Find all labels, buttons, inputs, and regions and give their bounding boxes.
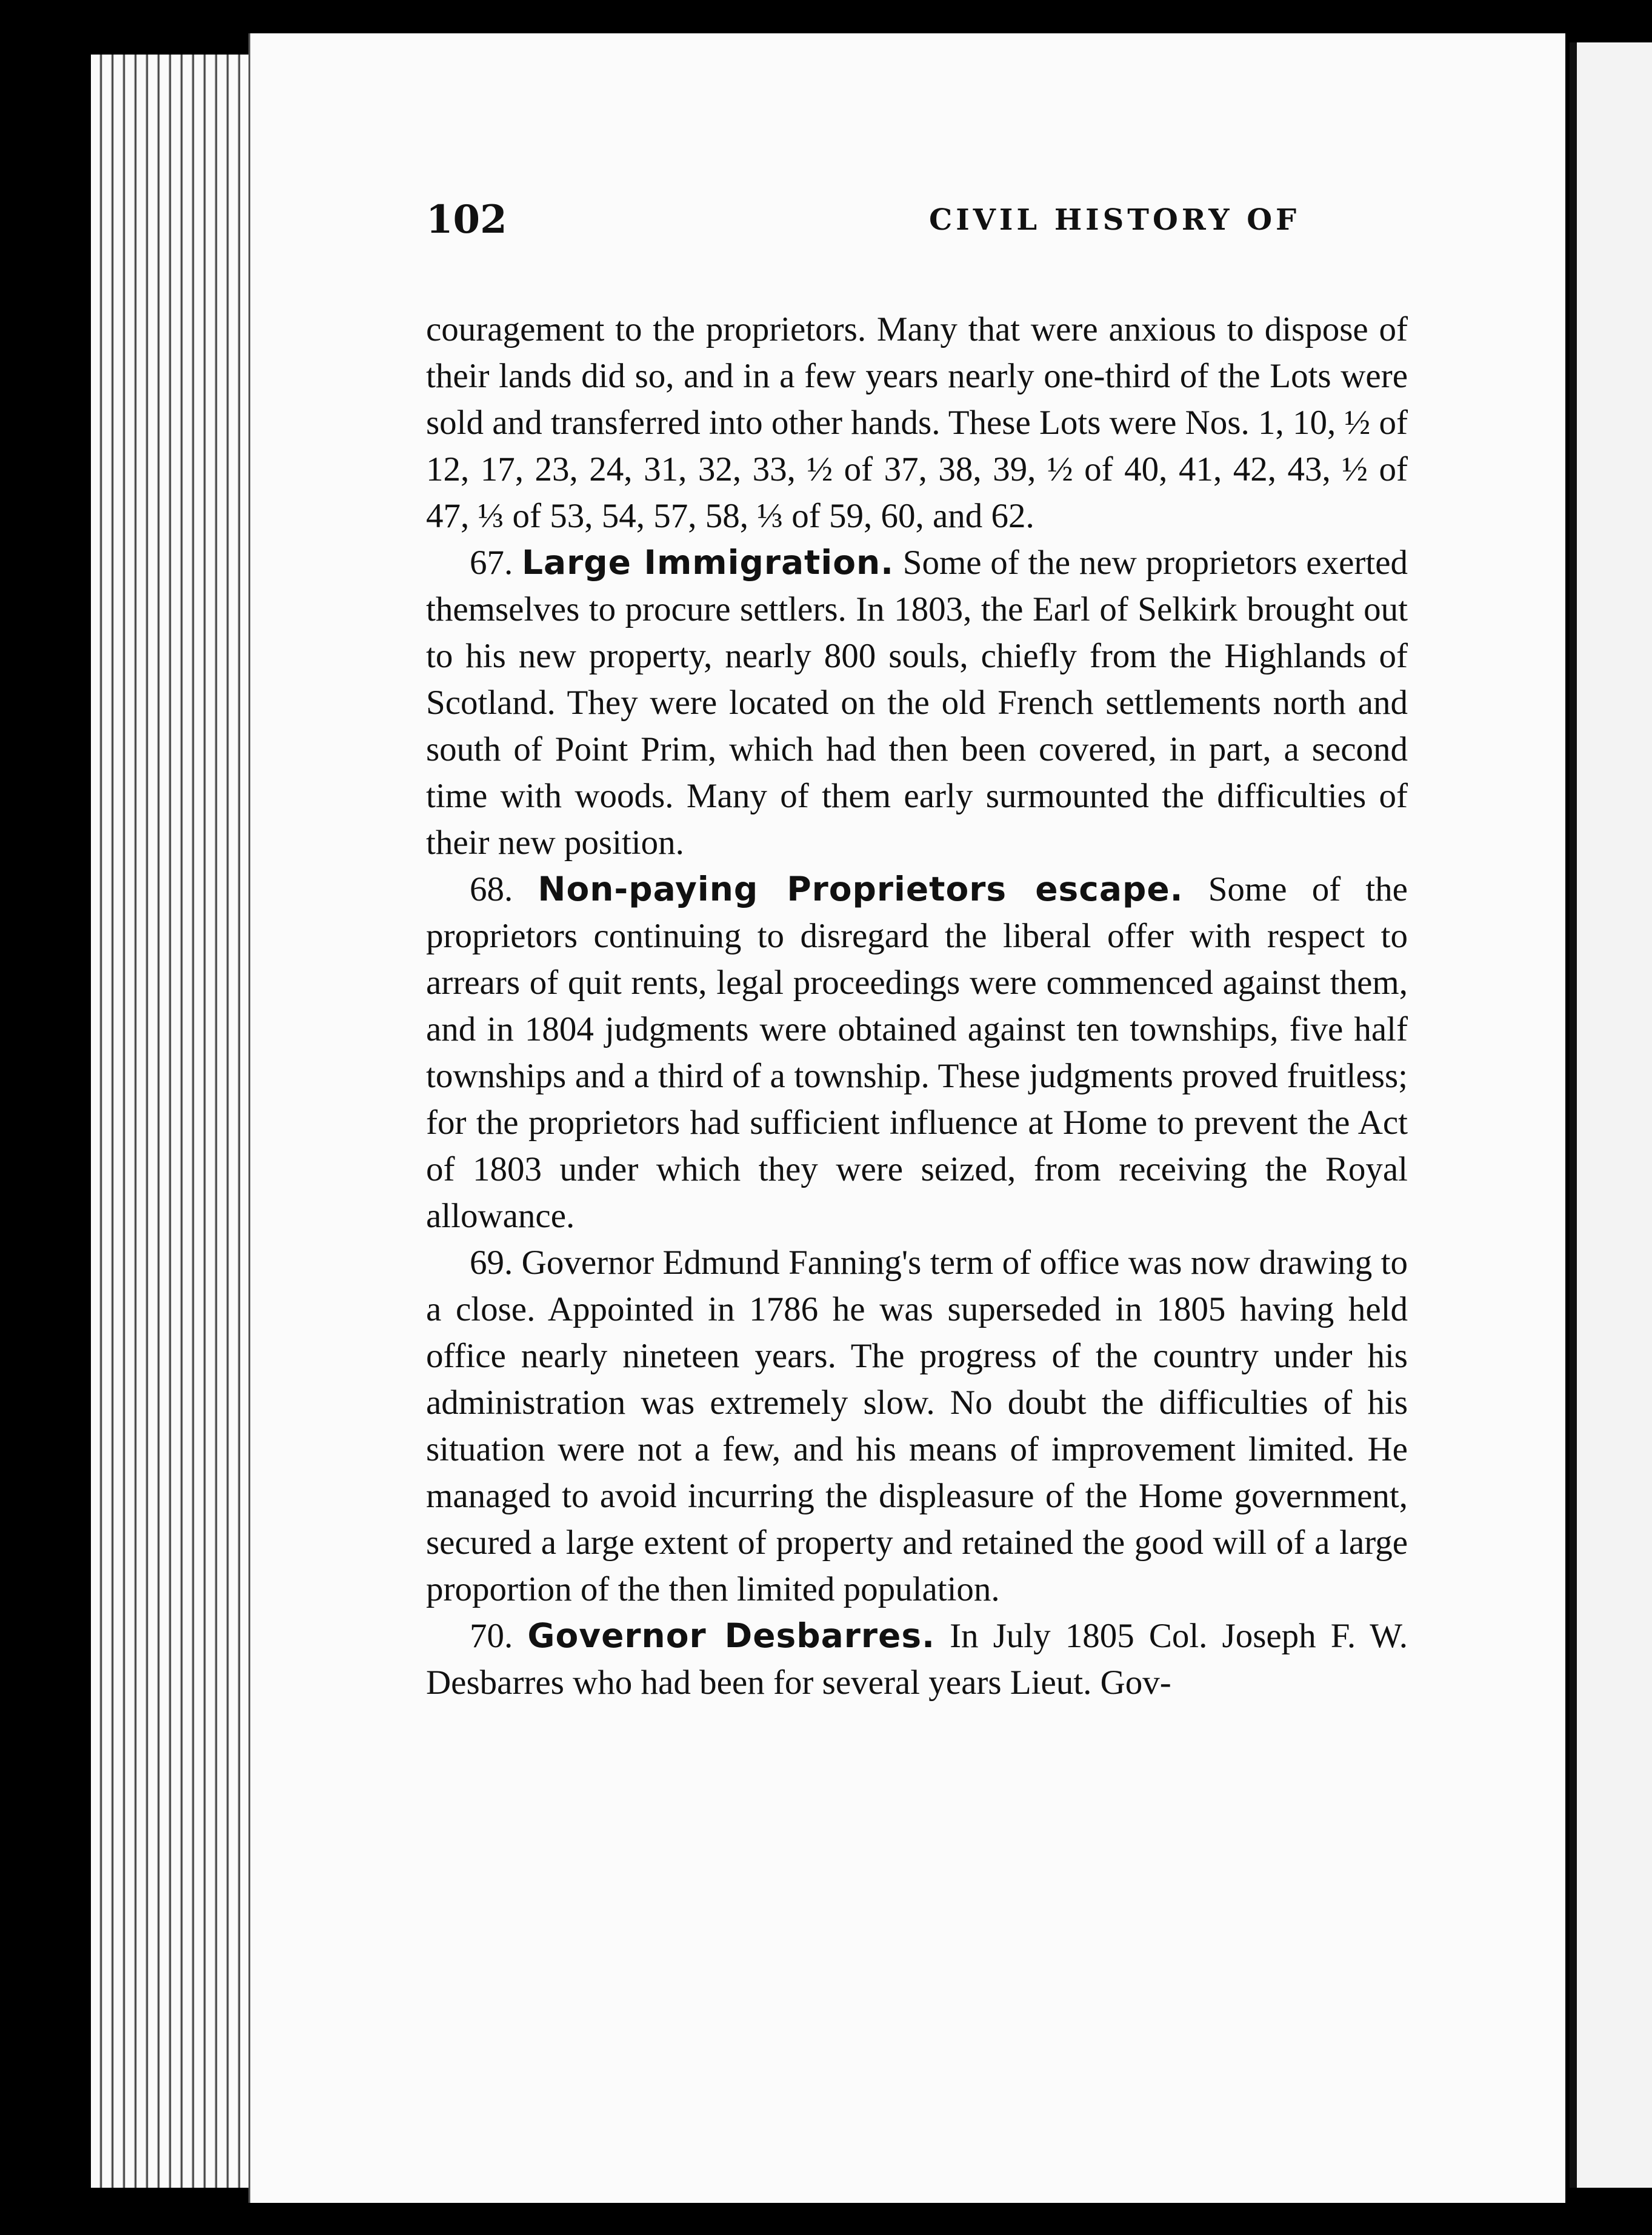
facing-page-edge bbox=[1570, 42, 1652, 2188]
page-header bbox=[426, 197, 1577, 264]
paragraph-number: 70. bbox=[470, 1617, 513, 1655]
book-page bbox=[248, 33, 1565, 2203]
page-number: 102 bbox=[426, 197, 507, 242]
paragraph-continuation bbox=[426, 306, 1408, 539]
body-text bbox=[426, 306, 1408, 1706]
paragraph-67 bbox=[426, 539, 1408, 866]
paragraph-text: couragement to the proprietors. Many that were anxious to dispose of their lands did so, and in a few years nearly one-third of the Lots were sold and transferred into other hands. These Lots were Nos. 1, 10, ½ of 12, 17, 23, 24, 31, 32, 33, ½ of 37, 38, 39, ½ of 40, 41, 42, 43, ½ of 47, ⅓ of 53, 54, 57, 58, ⅓ of 59, 60, and 62. bbox=[426, 310, 1408, 535]
running-head: CIVIL HISTORY OF bbox=[929, 203, 1301, 237]
paragraph-text: Some of the proprietors continuing to disregard the liberal offer with respect to arrears of quit rents, legal proceedings were commenced against them, and in 1804 judgments were obtained against ten townships, five half townships and a third of a township. These judgments proved fruitless; for the proprietors had sufficient influence at Home to prevent the Act of 1803 under which they were seized, from receiving the Royal allowance. bbox=[426, 870, 1408, 1235]
paragraph-number: 69. bbox=[470, 1244, 513, 1282]
paragraph-number: 67. bbox=[470, 544, 513, 582]
paragraph-69 bbox=[426, 1239, 1408, 1613]
paragraph-70 bbox=[426, 1613, 1408, 1706]
page-edges bbox=[91, 55, 261, 2188]
paragraph-68 bbox=[426, 866, 1408, 1239]
paragraph-text: Some of the new proprietors exerted themselves to procure settlers. In 1803, the Earl of Selkirk brought out to his new property, nearly 800 souls, chiefly from the Highlands of Scotland. They were located on the old French settlements north and south of Point Prim, which had then been covered, in part, a second time with woods. Many of them early surmounted the difficulties of their new position. bbox=[426, 544, 1408, 862]
section-heading: Non-paying Proprietors escape. bbox=[538, 870, 1184, 908]
paragraph-text: In July 1805 Col. Joseph F. W. Desbarres who had been for several years Lieut. Gov- bbox=[426, 1617, 1408, 1702]
paragraph-text: Governor Edmund Fanning's term of office was now drawing to a close. Appointed in 1786 he was superseded in 1805 having held office nearly nineteen years. The progress of the country under his administration was extremely slow. No doubt the difficulties of his situation were not a few, and his means of improvement limited. He managed to avoid incurring the displeasure of the Home government, secured a large extent of property and retained the good will of a large proportion of the then limited population. bbox=[426, 1244, 1408, 1608]
section-heading: Large Immigration. bbox=[521, 543, 894, 582]
paragraph-number: 68. bbox=[470, 870, 513, 908]
section-heading: Governor Desbarres. bbox=[527, 1616, 935, 1655]
